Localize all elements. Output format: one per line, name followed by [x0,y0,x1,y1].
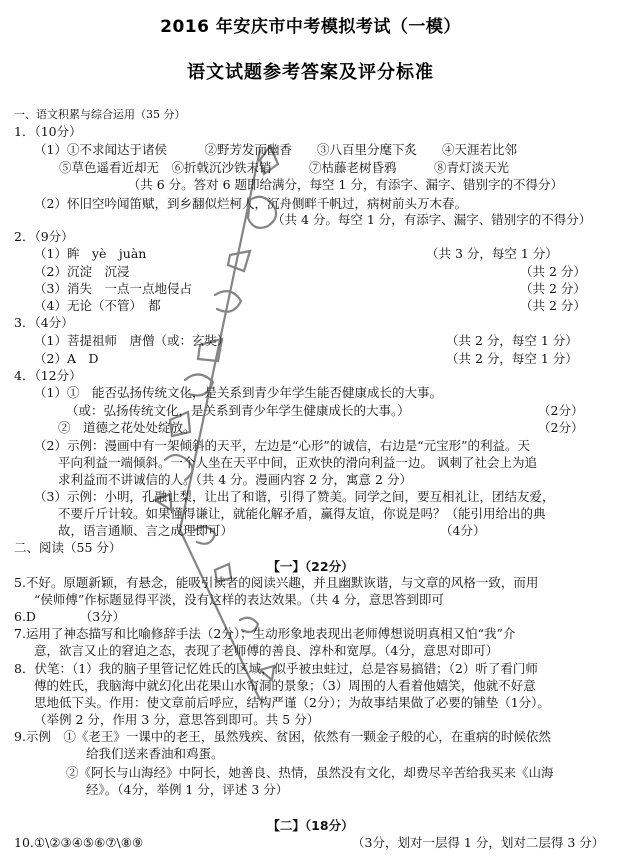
q9-line2: 给我们送来香油和鸡蛋。 [86,746,224,761]
q1-line5: （共 4 分。每空 1 分，有添字、漏字、错别字的不得分） [272,212,592,227]
q2-answer2: （2）沉淀 沉浸 [34,264,130,279]
q8-line2: 傅的姓氏，我脑海中就幻化出花果山水帘洞的景象；（3）周围的人看着他嬉笑，他就不好意 [34,678,536,693]
q4-heading: 4．（12分） [14,368,82,383]
section1-heading: 一、语文积累与综合运用（35 分） [14,108,186,121]
q2-heading: 2．（9分） [14,229,74,244]
q8-line3: 思地低下头。作用：使文章前后呼应，结构严谨（2分）；为故事结果做了必要的铺垫（1分）。 [34,695,550,710]
document-subtitle: 语文试题参考答案及评分标准 [187,62,434,83]
q9-line4: 经》。（4分，举例 1 分，评述 3 分） [86,782,289,797]
q2-answer4: （4）无论（不管） 都 [34,298,161,313]
q5-line1: 5.不好。原题新颖，有悬念，能吸引读者的阅读兴趣，并且幽默诙谐，与文章的风格一致，而用 [14,575,539,590]
q3-answer2: （2）A D [34,351,99,366]
q4-score1-alt: （2分） [538,403,584,418]
q2-score4: （共 2 分） [520,298,586,313]
document-title: 2016 年安庆市中考模拟考试（一模） [160,17,461,37]
q2-answer1: （1）眸 yè juàn [34,246,147,261]
q9-line3: ②《阿长与山海经》中阿长，她善良、热情，虽然没有文化，却费尽辛苦给我买来《山海 [66,765,554,780]
q4-score3: （4分） [440,523,486,538]
q2-answer3: （3）消失 一点一点地侵占 [34,281,192,296]
reading-part2-heading: 【二】（18分） [267,818,354,833]
q2-score3: （共 2 分） [520,281,586,296]
q7-line1: 7.运用了神态描写和比喻修辞手法（2分）；生动形象地表现出老师傅想说明真相又怕“我”介 [14,626,516,641]
q10-line1: 10.①\②③④⑤⑥⑦\⑧⑨ [14,835,144,850]
q9-line1: 9.示例 ①《老王》一课中的老王，虽然残疾、贫困，依然有一颗金子般的心，在重病的时候依然 [14,729,551,744]
watermark-graphic [110,80,370,740]
q3-heading: 3．（4分） [14,315,74,330]
watermark-scribble-icon [110,80,370,740]
q4-answer1: （1）① 能否弘扬传统文化，是关系到青少年学生能否健康成长的大事。 [34,385,442,400]
q4-answer2: （2）示例：漫画中有一架倾斜的天平，左边是“心形”的诚信，右边是“元宝形”的利益。天 [34,438,531,453]
q1-line2: ⑤草色遥看近却无 ⑥折戟沉沙铁未销 ⑦枯藤老树昏鸦 ⑧青灯淡天光 [34,160,510,175]
q3-answer1: （1）菩提祖师 唐僧（或：玄奘） [34,333,230,348]
q6-line1: 6.D （3分） [14,609,126,624]
q4-answer1-alt: （或：弘扬传统文化，是关系到青少年学生健康成长的大事。） [66,403,410,418]
q4-answer3: （3）示例：小明，孔融让梨，让出了和谐，引得了赞美。同学之间，要互相礼让，团结友爱， [34,489,555,504]
q7-line2: 意，欲言又止的窘迫之态，表现了老师傅的善良、淳朴和宽厚。（4分，意思对即可） [34,643,499,658]
q2-score1: （共 3 分，每空 1 分） [426,246,558,261]
q2-score2: （共 2 分） [520,264,586,279]
q10-score: （3分，划对一层得 1 分，划对二层得 3 分） [352,835,605,850]
reading-part1-heading: 【一】（22分） [267,559,354,574]
q4-answer1-2: ② 道德之花处处绽放。 [58,420,196,435]
q8-line1: 8．伏笔：（1）我的脑子里管记忆姓氏的区域，似乎被虫蛀过，总是容易搞错；（2）听了看门师 [14,661,538,676]
q1-line1: （1）①不求闻达于诸侯 ②野芳发而幽香 ③八百里分麾下炙 ④天涯若比邻 [34,142,517,157]
q1-heading: 1．（10分） [14,124,82,139]
q4-score1-2: （2分） [538,420,584,435]
section2-heading: 二、阅读（55 分） [14,540,122,555]
q4-answer3-line2: 不要斤斤计较。如果懂得谦让，就能化解矛盾，赢得友谊，你说是吗？（能引用给出的典 [58,506,546,521]
q1-line3: （共 6 分。答对 6 题即给满分，每空 1 分，有添字、漏字、错别字的不得分） [34,177,563,192]
q8-line4: （举例 2 分，作用 3 分，意思答到即可。共 5 分） [34,712,320,727]
q1-line4: （2）怀旧空吟闻笛赋，到乡翻似烂柯人，沉舟侧畔千帆过，病树前头万木春。 [34,196,467,211]
q4-answer3-line3: 故，语言通顺、言之成理即可） [58,523,234,538]
q4-answer2-line3: 求利益而不讲诚信的人。（共 4 分。漫画内容 2 分，寓意 2 分） [58,472,412,487]
q5-line2: “侯师傅”作标题显得平淡，没有这样的表达效果。（共 4 分，意思答到即可 [34,592,444,607]
q3-score2: （共 2 分，每空 1 分） [446,351,578,366]
q4-answer2-line2: 平向利益一端倾斜。一个人坐在天平中间，正欢快的滑向利益一边。 讽刺了社会上为追 [58,455,537,470]
q3-score1: （共 2 分，每空 1 分） [446,333,578,348]
